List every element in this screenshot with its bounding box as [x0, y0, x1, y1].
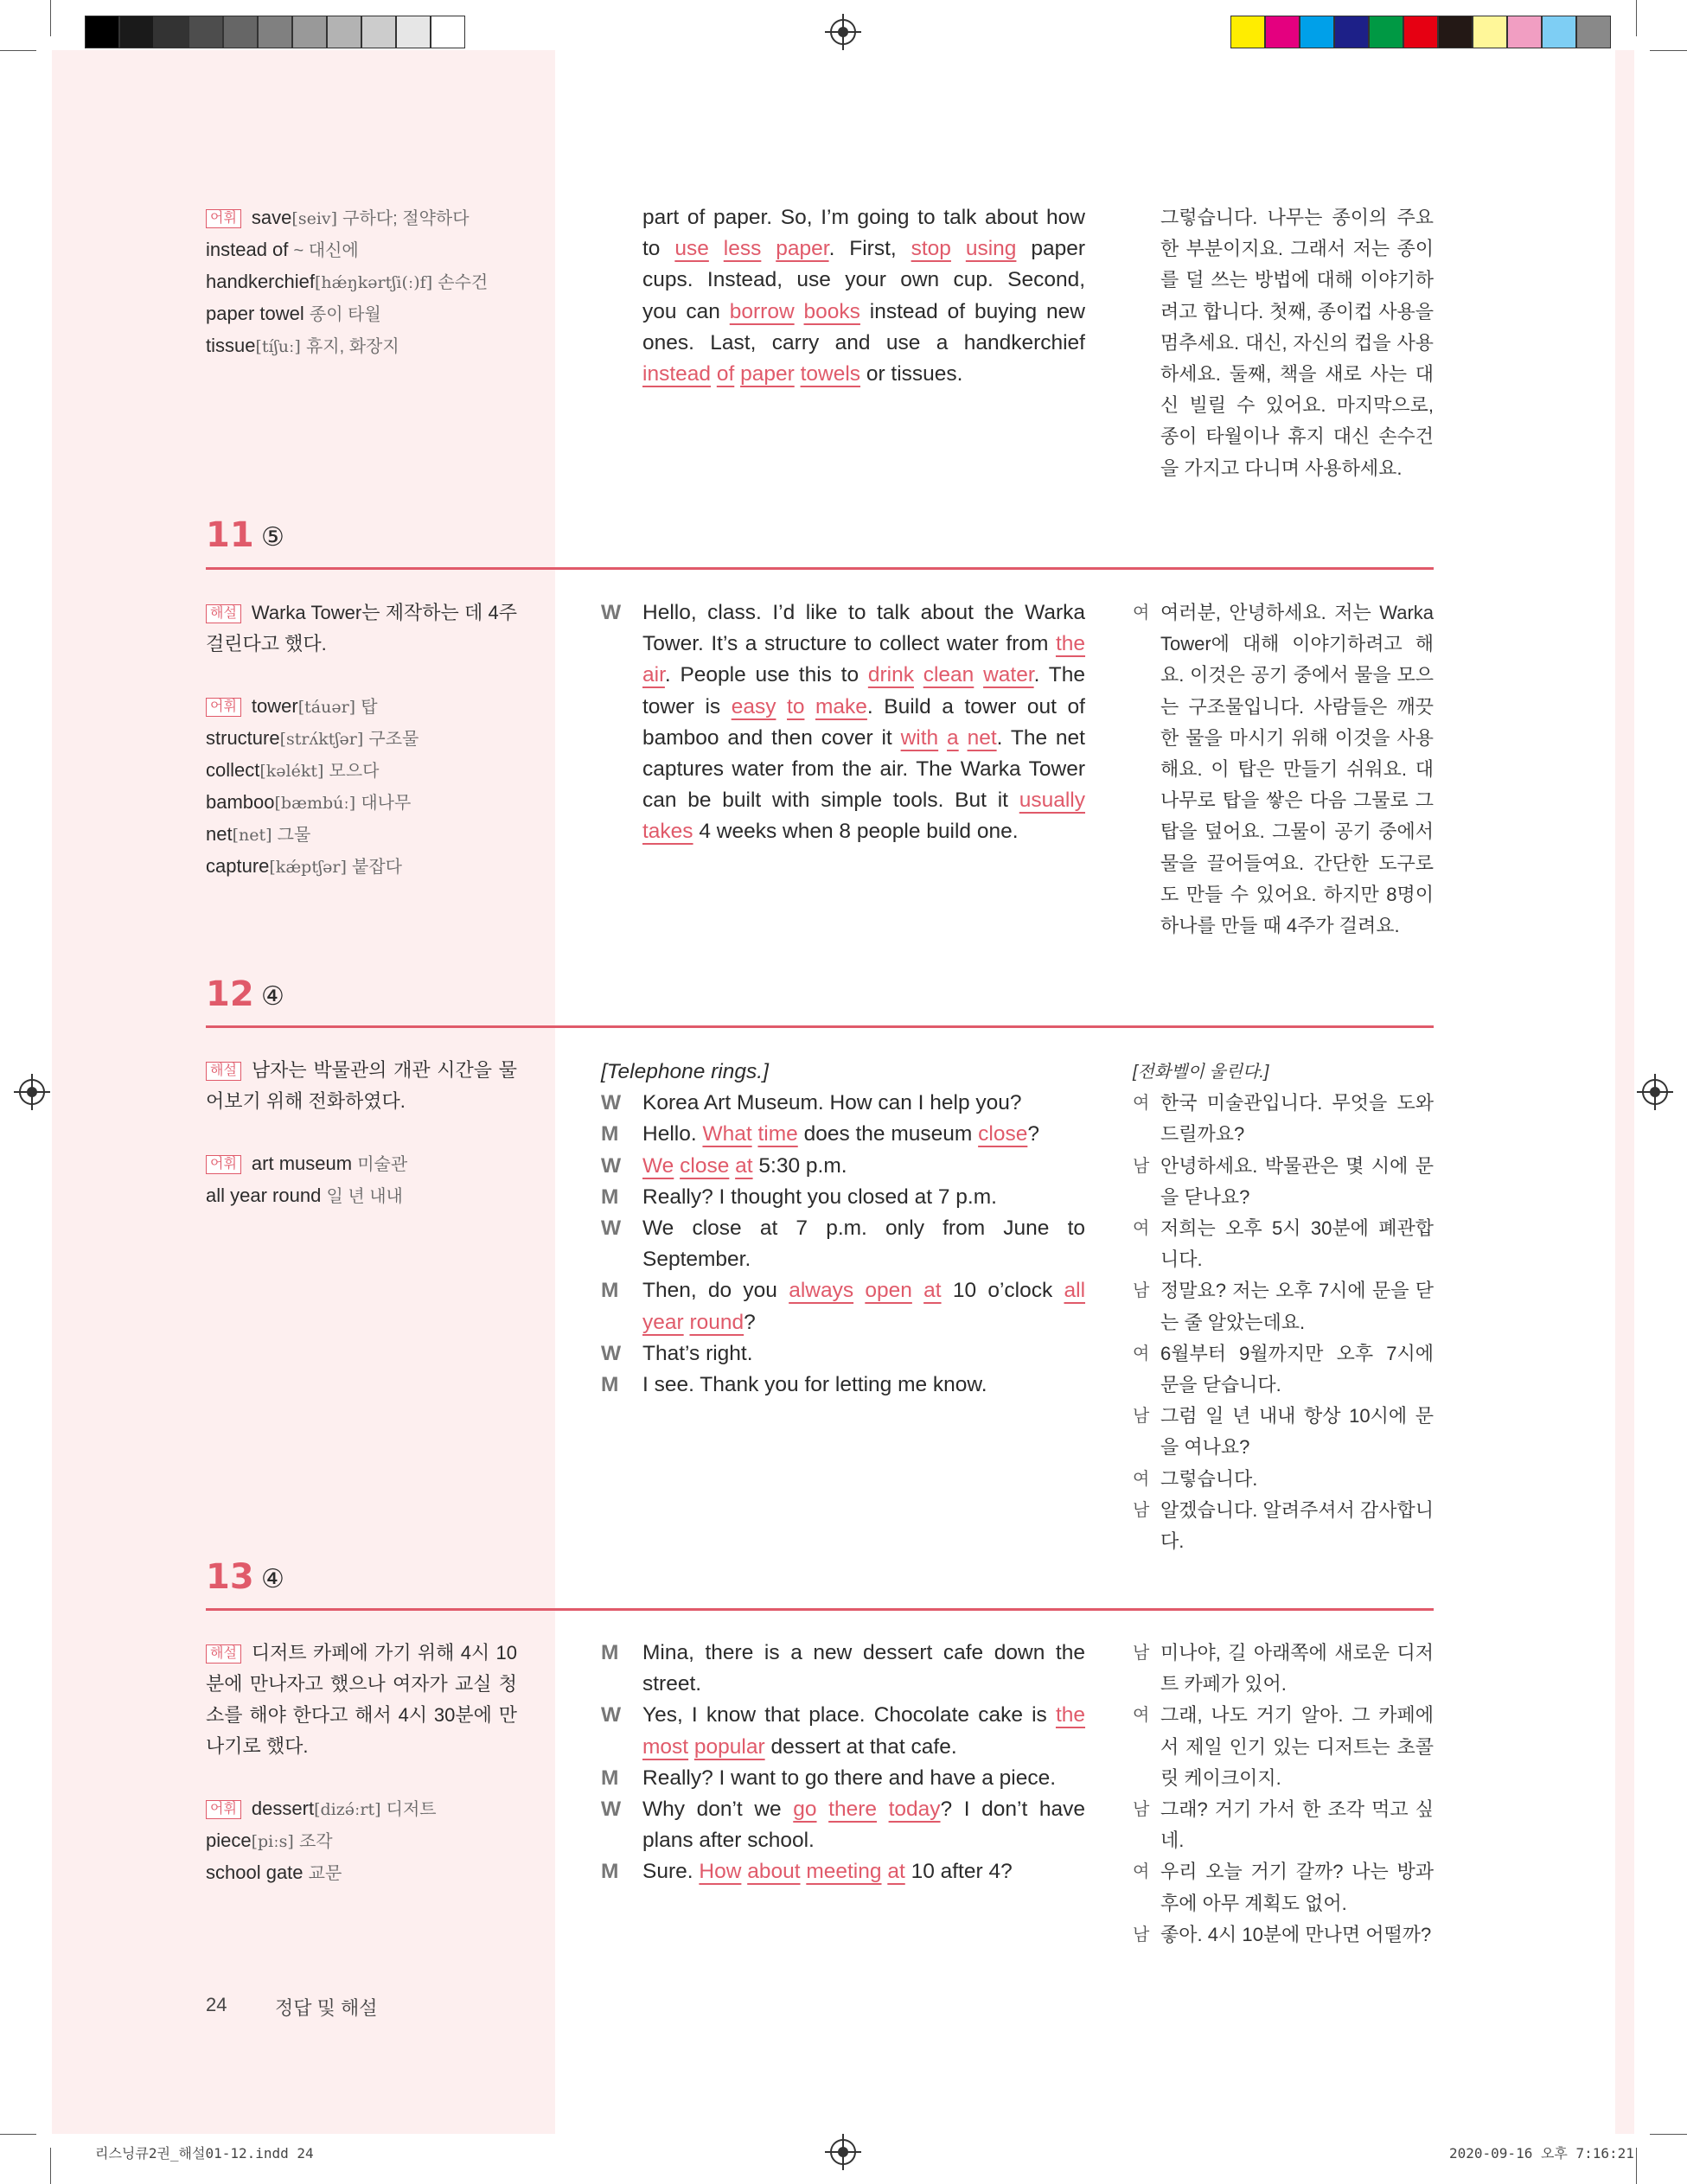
answer-blank: all [1064, 1279, 1086, 1303]
dialogue-line: W That’s right. [601, 1341, 753, 1365]
answer-blank: make [815, 694, 867, 718]
dialogue-line: 여 우리 오늘 거기 갈까? 나는 방과 후에 아무 계획도 없어. [1133, 1861, 1434, 1914]
answer-blank: today [888, 1798, 941, 1822]
answer-blank: takes [642, 820, 693, 844]
dialogue-line: 여 저희는 오후 5시 30분에 폐관합니다. [1133, 1217, 1434, 1271]
answer-blank: popular [693, 1734, 765, 1759]
color-swatch [1438, 16, 1473, 48]
answer-blank: meeting [806, 1860, 882, 1884]
answer-blank: paper [776, 237, 829, 261]
crop-mark [1650, 2134, 1687, 2135]
vocab-tag: 어휘 [206, 1800, 241, 1819]
answer-blank: time [757, 1122, 798, 1146]
answer-blank: air [642, 663, 665, 687]
dialogue-line: 남 정말요? 저는 오후 7시에 문을 닫는 줄 알았는데요. [1133, 1280, 1434, 1333]
vocab-item: 어휘 save[seiv] 구하다; 절약하다 [206, 202, 517, 234]
section-divider [206, 1025, 1434, 1028]
date-slug: 2020-09-16 오후 7:16:21 [1449, 2145, 1634, 2162]
color-swatch [1265, 16, 1300, 48]
answer-blank: the [1055, 1703, 1086, 1727]
answer-blank: instead [642, 362, 712, 386]
answer-blank: borrow [729, 299, 795, 323]
answer-blank: year [642, 1310, 684, 1334]
registration-mark-icon [19, 1079, 45, 1105]
vocab-item: school gate 교문 [206, 1862, 342, 1883]
answer-blank: How [699, 1860, 742, 1884]
registration-mark-icon [1642, 1079, 1668, 1105]
vocab-item: structure[strʌ́ktʃər] 구조물 [206, 727, 419, 749]
q13-korean-translation [1133, 1638, 1434, 1951]
answer-blank: towels [800, 362, 861, 386]
top-korean-translation: 그렇습니다. 나무는 종이의 주요한 부분이지요. 그래서 저는 종이를 덜 쓰는 방법에 대해 이야기하려고 합니다. 첫째, 종이컵 사용을 멈추세요. 대신, 자신의 컵을 사용하세요. 둘째, 책을 새로 사는 대신 빌릴 수 있어요. 마지막으로, 종이 타월이나 휴지 대신 손수건을 가지고 다니며 사용하세요. [1160, 207, 1434, 479]
answer-blank: close [680, 1153, 730, 1178]
dialogue-line: M Really? I thought you closed at 7 p.m. [601, 1185, 997, 1209]
explanation-tag: 해설 [206, 1062, 241, 1081]
dialogue-line: 남 미나야, 길 아래쪽에 새로운 디저트 카페가 있어. [1133, 1642, 1434, 1695]
registration-mark-icon [830, 2139, 856, 2165]
color-swatch [1403, 16, 1438, 48]
answer-blank: What [702, 1122, 752, 1146]
dialogue-line: M Hello. What time does the museum close? [601, 1122, 1039, 1146]
color-swatch [1369, 16, 1403, 48]
answer-blank: at [887, 1860, 905, 1884]
vocab-item: capture[kǽptʃər] 붙잡다 [206, 855, 402, 877]
crop-mark [50, 2148, 51, 2184]
dialogue-line: M Really? I want to go there and have a piece. [601, 1766, 1057, 1790]
color-swatch [1334, 16, 1369, 48]
answer-blank: water [983, 663, 1034, 687]
vocab-item: collect[kəlékt] 모으다 [206, 759, 380, 781]
dialogue-line: W Yes, I know that place. Chocolate cake is the most popular dessert at that cafe. [601, 1703, 1086, 1759]
answer-blank: go [793, 1798, 817, 1822]
section-divider [206, 567, 1434, 570]
question-answer: ④ [261, 1564, 284, 1594]
answer-blank: usually [1019, 789, 1085, 813]
explanation-tag: 해설 [206, 1644, 241, 1664]
answer-blank: clean [923, 663, 974, 687]
vocab-item: bamboo[bæmbúː] 대나무 [206, 791, 412, 813]
dialogue-line: 남 좋아. 4시 10분에 만나면 어떨까? [1133, 1923, 1432, 1945]
explanation-tag: 해설 [206, 604, 241, 623]
speaker-label: 여 [1133, 603, 1150, 623]
answer-blank: a [947, 725, 959, 750]
answer-blank: the [1055, 632, 1086, 656]
dialogue-line: M Sure. How about meeting at 10 after 4? [601, 1860, 1013, 1884]
page-number: 24 [206, 1994, 227, 2015]
vocab-item: handkerchief[hǽŋkərtʃi(ː)f] 손수건 [206, 271, 489, 292]
vocab-item: all year round 일 년 내내 [206, 1185, 403, 1206]
crop-mark [1636, 2148, 1637, 2184]
vocab-item: 어휘 tower[táuər] 탑 [206, 691, 517, 723]
dialogue-line: 여 그래, 나도 거기 알아. 그 카페에서 제일 인기 있는 디저트는 초콜릿 케이크이지. [1133, 1704, 1434, 1789]
dialogue-line: 여 한국 미술관입니다. 무엇을 도와드릴까요? [1133, 1092, 1434, 1146]
answer-blank: less [723, 237, 762, 261]
answer-blank: with [900, 725, 939, 750]
q13-notes [206, 1638, 517, 1889]
dialogue-line: 남 그래? 거기 가서 한 조각 먹고 싶네. [1133, 1798, 1434, 1852]
crop-mark [0, 2134, 36, 2135]
answer-blank: of [716, 362, 735, 386]
top-english-script: part of paper. So, I’m going to talk about how to use less paper. First, stop using paper cups. Instead, use your own cup. Second, you can borrow books instead of buying new ones. Last, carry and use a handkerchief instead of paper towels or tissues. [642, 206, 1085, 386]
question-number: 11 [206, 515, 254, 555]
q12-korean-translation [1133, 1057, 1434, 1557]
crop-mark [0, 50, 36, 51]
crop-mark [50, 0, 51, 36]
question-number: 13 [206, 1557, 254, 1597]
dialogue-line: M Then, do you always open at 10 o’clock all year round? [601, 1279, 1086, 1334]
answer-blank: stop [911, 237, 951, 261]
dialogue-line: W Korea Art Museum. How can I help you? [601, 1091, 1022, 1115]
q13-english-script [601, 1638, 1085, 1888]
explanation: 해설 Warka Tower는 제작하는 데 4주 걸린다고 했다. [206, 602, 517, 655]
speaker-label: W [601, 601, 622, 624]
q12-notes [206, 1055, 517, 1212]
dialogue-line: 남 알겠습니다. 알려주셔서 감사합니다. [1133, 1498, 1434, 1553]
section-divider [206, 1608, 1434, 1611]
dialogue-line: M Mina, there is a new dessert cafe down the street. [601, 1641, 1085, 1696]
dialogue-line: 여 6월부터 9월까지만 오후 7시에 문을 닫습니다. [1133, 1342, 1434, 1396]
answer-blank: at [923, 1279, 942, 1303]
crop-mark [1650, 50, 1687, 51]
explanation: 해설 남자는 박물관의 개관 시간을 물어보기 위해 전화하였다. [206, 1059, 517, 1112]
vocab-item: 어휘 dessert[dizə́ːrt] 디저트 [206, 1793, 517, 1825]
dialogue-line: W We close at 7 p.m. only from June to September. [601, 1217, 1085, 1272]
q11-notes [206, 597, 517, 883]
color-swatch [1473, 16, 1507, 48]
question-answer: ⑤ [261, 522, 284, 552]
dialogue-line: 여 그렇습니다. [1133, 1467, 1258, 1490]
color-swatch [1542, 16, 1576, 48]
color-swatch [1507, 16, 1542, 48]
answer-blank: most [642, 1734, 689, 1759]
answer-blank: round [689, 1310, 744, 1334]
top-vocab [206, 202, 517, 362]
crop-mark [1636, 0, 1637, 36]
file-slug: 리스닝큐2권_해설01-12.indd 24 [95, 2145, 314, 2162]
answer-blank: net [967, 725, 997, 750]
dialogue-line: 남 그럼 일 년 내내 항상 10시에 문을 여나요? [1133, 1405, 1434, 1459]
vocab-item: paper towel 종이 타월 [206, 303, 381, 324]
registration-mark-icon [830, 19, 856, 45]
right-edge-tint [1615, 50, 1634, 2134]
color-swatch [1230, 16, 1265, 48]
vocab-tag: 어휘 [206, 209, 241, 228]
answer-blank: there [828, 1798, 877, 1822]
q11-english-script: W Hello, class. I’d like to talk about the Warka Tower. It’s a structure to collect water from the air. People use this to drink clean water. The tower is easy to make. Build a tower out of bamboo and then cover it with a net. The net captures water from the air. The Warka Tower can be built with simple tools. But it usually takes 4 weeks when 8 people build one. [601, 597, 1085, 848]
color-swatch [1300, 16, 1334, 48]
stage-direction: [Telephone rings.] [601, 1060, 769, 1083]
answer-blank: We [642, 1153, 674, 1178]
stage-direction: [전화벨이 울린다.] [1133, 1063, 1269, 1082]
q11-korean-translation: 여 여러분, 안녕하세요. 저는 Warka Tower에 대해 이야기하려고 해요. 이것은 공기 중에서 물을 모으는 구조물입니다. 사람들은 깨끗한 물을 마시기 위해 이것을 사용해요. 이 탑은 만들기 쉬워요. 대나무로 탑을 쌓은 다음 그물로 그 탑을 덮어요. 그물이 공기 중에서 물을 끌어들여요. 간단한 도구로도 만들 수 있어요. 하지만 8명이 하나를 만들 때 4주가 걸려요. [1133, 597, 1434, 942]
answer-blank: open [865, 1279, 912, 1303]
q12-english-script [601, 1057, 1085, 1401]
answer-blank: close [978, 1122, 1028, 1146]
vocab-item: 어휘 art museum 미술관 [206, 1148, 517, 1180]
vocab-tag: 어휘 [206, 1155, 241, 1174]
vocab-tag: 어휘 [206, 698, 241, 717]
answer-blank: about [747, 1860, 801, 1884]
answer-blank: to [787, 694, 805, 718]
answer-blank: easy [731, 694, 776, 718]
section-title: 정답 및 해설 [275, 1997, 378, 2019]
dialogue-line: 남 안녕하세요. 박물관은 몇 시에 문을 닫나요? [1133, 1154, 1434, 1208]
answer-blank: paper [740, 362, 795, 386]
dialogue-line: W Why don’t we go there today? I don’t have plans after school. [601, 1798, 1086, 1853]
vocab-item: piece[piːs] 조각 [206, 1830, 333, 1851]
question-number: 12 [206, 974, 254, 1014]
question-answer: ④ [261, 981, 284, 1012]
vocab-item: tissue[tíʃuː] 휴지, 화장지 [206, 335, 399, 356]
answer-blank: using [965, 237, 1017, 261]
vocab-item: instead of ~ 대신에 [206, 239, 359, 260]
vocab-item: net[net] 그물 [206, 823, 311, 845]
answer-blank: drink [867, 663, 914, 687]
dialogue-line: M I see. Thank you for letting me know. [601, 1373, 987, 1397]
answer-blank: use [674, 237, 709, 261]
dialogue-line: W We close at 5:30 p.m. [601, 1153, 847, 1178]
answer-blank: at [735, 1153, 753, 1178]
answer-blank: books [803, 299, 860, 323]
color-swatch [1576, 16, 1611, 48]
explanation: 해설 디저트 카페에 가기 위해 4시 10분에 만나자고 했으나 여자가 교실 청소를 해야 한다고 해서 4시 30분에 만나기로 했다. [206, 1642, 517, 1757]
answer-blank: always [789, 1279, 854, 1303]
